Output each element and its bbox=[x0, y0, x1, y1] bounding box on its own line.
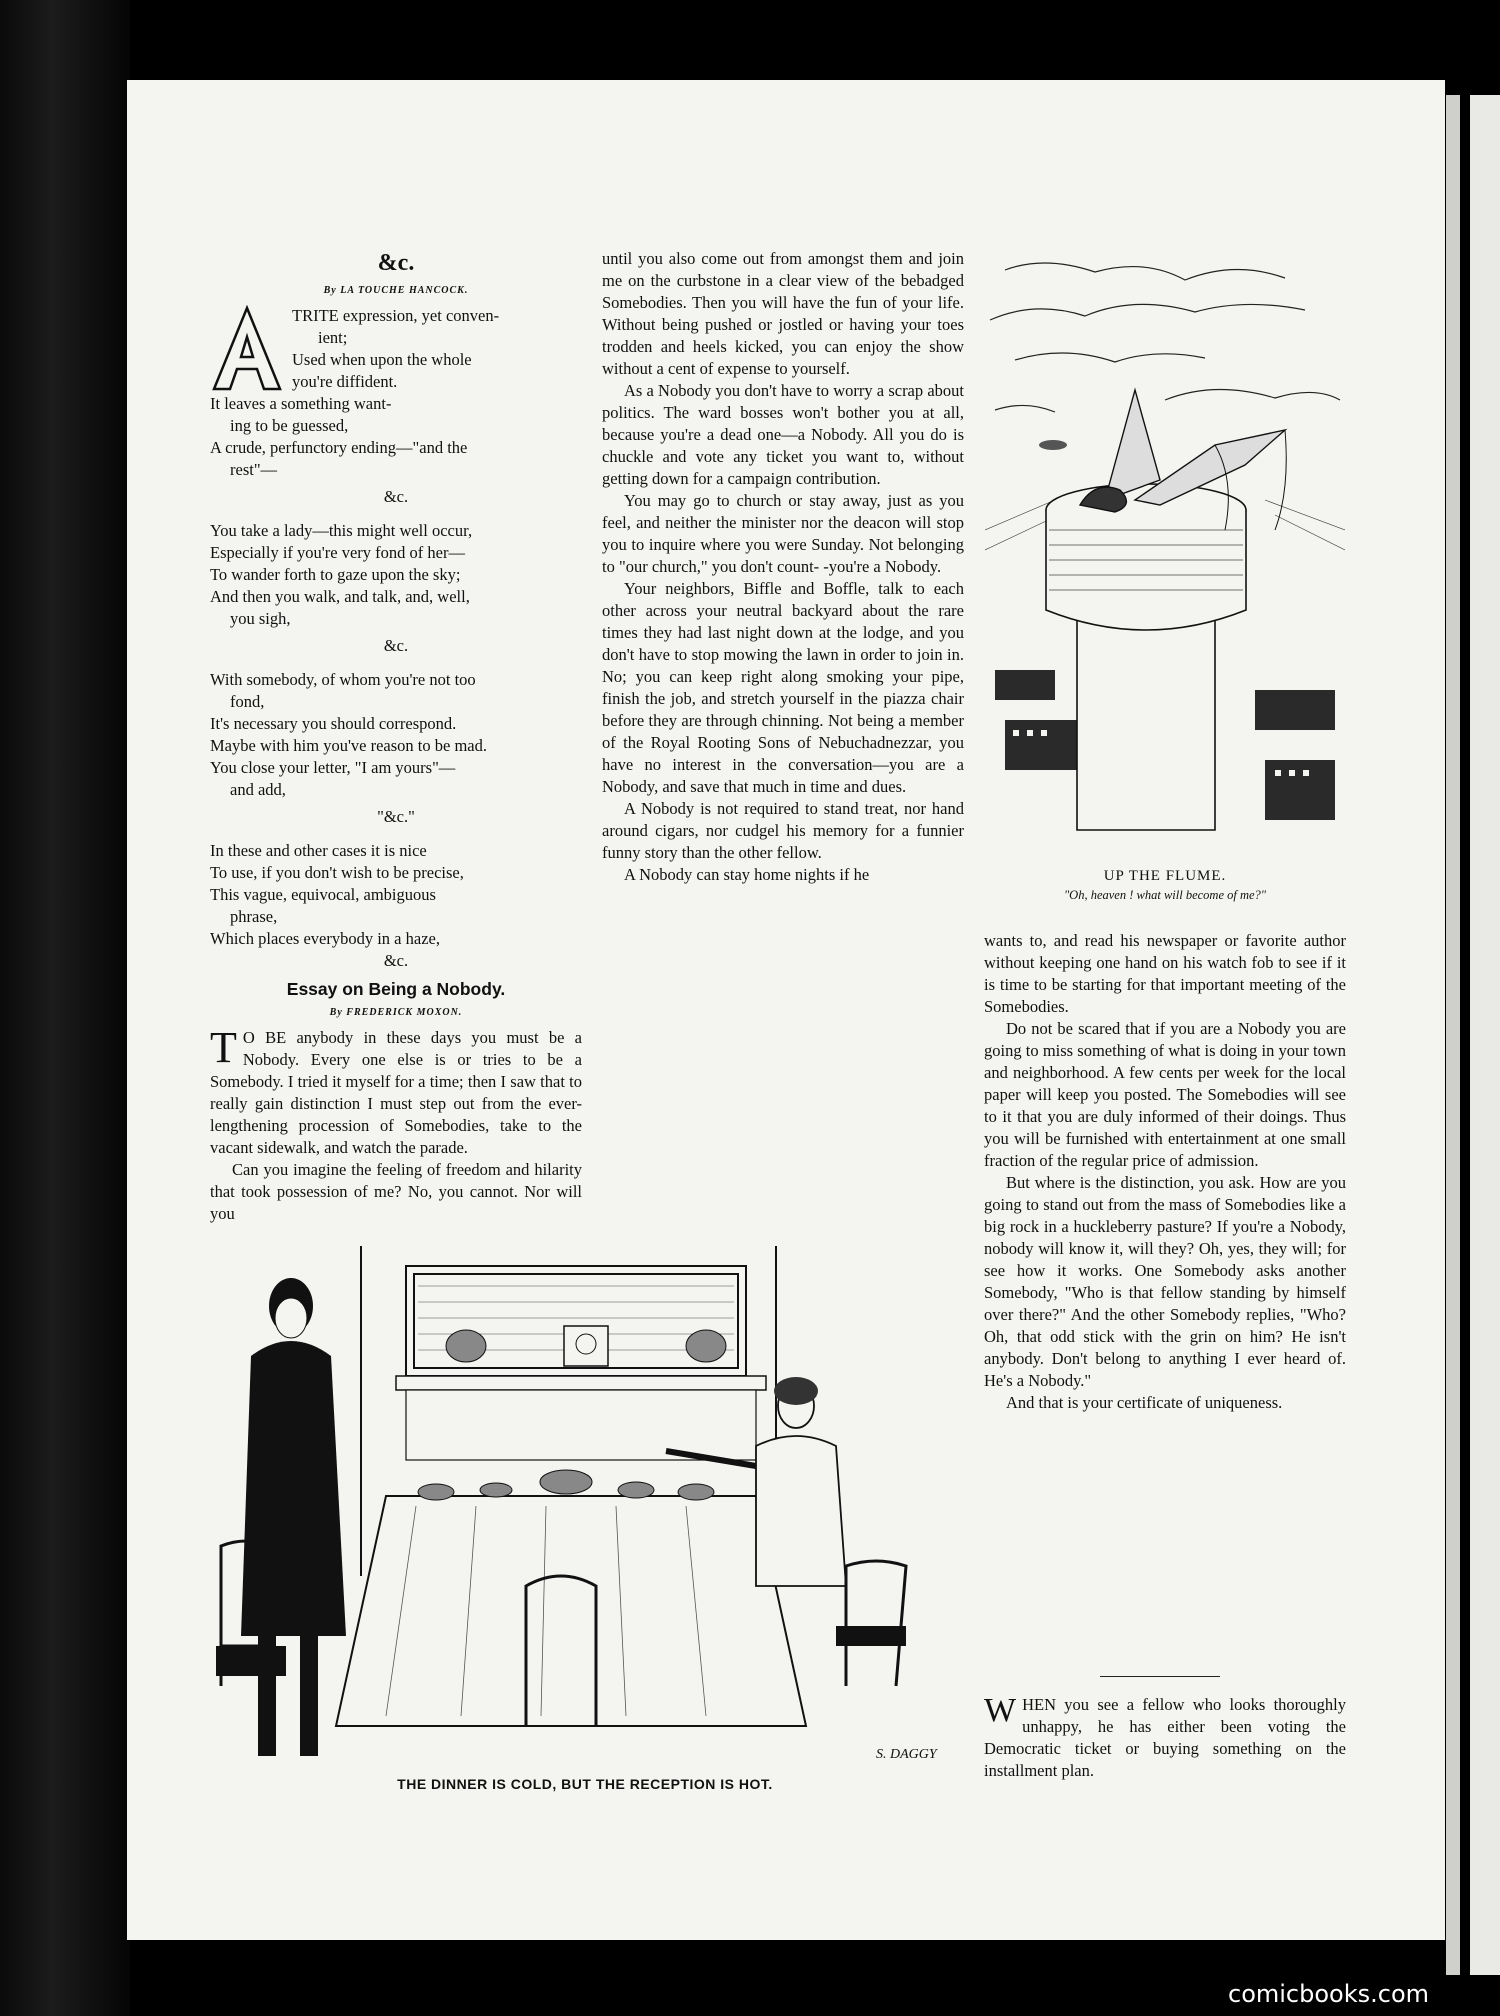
next-page-edge bbox=[1470, 95, 1500, 1975]
poem-line: To use, if you don't wish to be precise, bbox=[210, 863, 464, 882]
poem-line: It leaves a something want- bbox=[210, 394, 392, 413]
poem-line: Maybe with him you've reason to be mad. bbox=[210, 736, 487, 755]
section-rule bbox=[1100, 1676, 1220, 1677]
artist-signature: S. DAGGY bbox=[876, 1747, 937, 1762]
essay-title: Essay on Being a Nobody. bbox=[286, 979, 506, 999]
poem-line: rest"— bbox=[230, 460, 278, 479]
poem-refrain: "&c." bbox=[377, 807, 415, 826]
drop-cap-t: T bbox=[210, 1023, 237, 1072]
flume-illustration bbox=[985, 250, 1345, 856]
column-right bbox=[984, 930, 1346, 1414]
essay-paragraph: Can you imagine the feeling of freedom and hilarity that took possession of me? No, you cannot. Nor will you bbox=[210, 1160, 582, 1223]
essay-paragraph: Your neighbors, Biffle and Boffle, talk to each other across your neutral backyard about the rare times they had last night down at the lodge, and you don't have to stop mowing the lawn in order to join in. No; you can keep right along smoking your pipe, finish the job, and stretch yourself in the piazza chair before they are through chinning. Not being a member of the Royal Rooting Sons of Nebuchadnezzar, you have no interest in the conversation—you are a Nobody, and save that much in time and dues. bbox=[602, 579, 964, 796]
poem-line: ient; bbox=[318, 328, 348, 347]
essay-paragraph: A Nobody is not required to stand treat, nor hand around cigars, nor cudgel his memory for a funnier funny story than the other fellow. bbox=[602, 799, 964, 862]
poem-line: you sigh, bbox=[230, 609, 291, 628]
essay-paragraph: As a Nobody you don't have to worry a scrap about politics. The ward bosses won't bother you at all, because you're a dead one—a Nobody. All you do is chuckle and vote any ticket you want to, without getting down for a campaign contribution. bbox=[602, 381, 964, 488]
essay-paragraph: until you also come out from amongst them and join me on the curbstone in a clear view of the bebadged Somebodies. Then you will have the fun of your life. Without being pushed or jostled or having your toes trodden and heels kicked, you can enjoy the show without a cent of expense to yourself. bbox=[602, 249, 964, 378]
poem-line: ing to be guessed, bbox=[230, 416, 349, 435]
poem-line: A crude, perfunctory ending—"and the bbox=[210, 438, 468, 457]
essay-paragraph: O BE anybody in these days you must be a Nobody. Every one else is or tries to be a Somebody. I tried it myself for a time; then I saw that to really gain distinction I must step out from the ever-lengthening procession of Somebodies, take to the vacant sidewalk, and watch the parade. bbox=[210, 1028, 582, 1157]
filler-joke bbox=[984, 1694, 1346, 1782]
poem-title: &c. bbox=[377, 250, 415, 276]
poem-refrain: &c. bbox=[383, 951, 409, 970]
poem-stanza-4 bbox=[210, 840, 582, 950]
scan-edge bbox=[0, 0, 130, 2016]
poem-byline: By LA TOUCHE HANCOCK. bbox=[323, 285, 469, 296]
poem-stanza-2 bbox=[210, 520, 582, 630]
poem-line: With somebody, of whom you're not too bbox=[210, 670, 476, 689]
poem-line: fond, bbox=[230, 692, 265, 711]
poem-stanza-3 bbox=[210, 669, 582, 801]
flume-caption-title: UP THE FLUME. bbox=[1103, 868, 1227, 884]
poem-line: phrase, bbox=[230, 907, 278, 926]
essay-paragraph: wants to, and read his newspaper or favorite author without keeping one hand on his watch fob to see if it is time to be starting for that important meeting of the Somebodies. bbox=[984, 931, 1346, 1016]
poem-line: It's necessary you should correspond. bbox=[210, 714, 457, 733]
essay-paragraph: Do not be scared that if you are a Nobody you are going to miss something of what is doing in your town and neighborhood. A few cents per week for the local paper will keep you posted. The Somebodies will see to it that you are duly informed of their doings. Thus you will be furnished with entertainment at one small fraction of the regular price of admission. bbox=[984, 1019, 1346, 1170]
column-middle bbox=[602, 248, 964, 886]
page-edge-shadow bbox=[1446, 95, 1460, 1975]
watermark: comicbooks.com bbox=[1228, 1980, 1430, 2008]
drop-cap-a-icon bbox=[210, 305, 284, 393]
dinner-illustration bbox=[196, 1246, 966, 1768]
poem-line: In these and other cases it is nice bbox=[210, 841, 427, 860]
poem-line: Especially if you're very fond of her— bbox=[210, 543, 465, 562]
poem-line: Which places everybody in a haze, bbox=[210, 929, 440, 948]
poem-line: you're diffident. bbox=[292, 372, 398, 391]
drop-cap-w: W bbox=[984, 1692, 1017, 1729]
poem-line: To wander forth to gaze upon the sky; bbox=[210, 565, 461, 584]
dinner-caption: THE DINNER IS COLD, BUT THE RECEPTION IS HOT. bbox=[397, 1776, 773, 1792]
essay-intro bbox=[210, 1023, 582, 1225]
essay-paragraph: But where is the distinction, you ask. How are you going to stand out from the mass of Somebodies like a big rock in a huckleberry pasture? If you're a Nobody, nobody will know it, will they? Oh, yes, they will; for see how it works. One Somebody asks another Somebody, "Who is that fellow standing by himself over there?" And the other Somebody replies, "Who? Oh, that odd stick with the grin on him? He isn't anybody. Don't belong to anything I ever heard of. He's a Nobody." bbox=[984, 1173, 1346, 1390]
column-left bbox=[210, 248, 582, 1225]
essay-paragraph: And that is your certificate of uniqueness. bbox=[1006, 1393, 1283, 1412]
filler-text: HEN you see a fellow who looks thoroughly unhappy, he has either been voting the Democratic ticket or buying something on the installment plan. bbox=[984, 1695, 1346, 1780]
poem-line: Used when upon the whole bbox=[292, 350, 472, 369]
poem-refrain: &c. bbox=[383, 487, 409, 506]
poem-line: This vague, equivocal, ambiguous bbox=[210, 885, 436, 904]
poem-line: TRITE expression, yet conven- bbox=[292, 306, 500, 325]
poem-line: You take a lady—this might well occur, bbox=[210, 521, 473, 540]
poem-refrain: &c. bbox=[383, 636, 409, 655]
poem-line: And then you walk, and talk, and, well, bbox=[210, 587, 470, 606]
poem-line: and add, bbox=[230, 780, 286, 799]
poem-line: You close your letter, "I am yours"— bbox=[210, 758, 456, 777]
essay-paragraph: You may go to church or stay away, just as you feel, and neither the minister nor the deacon will stop you to inquire where you were Sunday. Not belonging to "our church," you don't count- -you're a Nobody. bbox=[602, 491, 964, 576]
flume-caption-quote: "Oh, heaven ! what will become of me?" bbox=[1063, 888, 1267, 902]
essay-byline: By FREDERICK MOXON. bbox=[329, 1007, 463, 1018]
essay-paragraph: A Nobody can stay home nights if he bbox=[624, 865, 870, 884]
